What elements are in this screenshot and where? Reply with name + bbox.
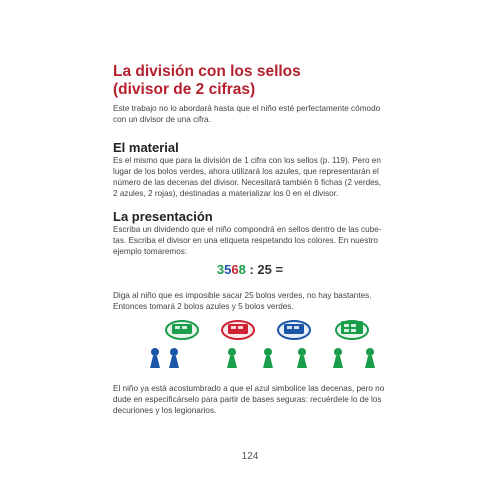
pawn-green — [227, 348, 237, 368]
presentation-line: ejemplo tomaremos: — [113, 247, 188, 256]
divisor-text: : 25 = — [245, 262, 284, 277]
cup-green — [336, 321, 368, 339]
presentation-heading: La presentación — [113, 209, 213, 224]
intro-line: Este trabajo no lo abordará hasta que el niño esté perfectamente cómodo — [113, 104, 381, 113]
cup-red — [222, 321, 254, 339]
material-line: lugar de los bolos verdes, ahora utilizará los azules, que representarán el — [113, 167, 379, 176]
material-paragraph — [113, 155, 403, 199]
page-title — [113, 63, 413, 99]
pawn-blue — [169, 348, 179, 368]
thousands-digit: 3 — [216, 262, 225, 277]
explanation-line: Entonces tomará 2 bolos azules y 5 bolos verdes. — [113, 302, 294, 311]
explanation-line: Diga al niño que es imposible sacar 25 bolos verdes, no hay bastantes. — [113, 291, 372, 300]
intro-line: con un divisor de una cifra. — [113, 115, 211, 124]
title-line-2: (divisor de 2 cifras) — [113, 81, 256, 98]
material-line: 2 azules, 2 rojas), destinadas a materializar los 0 en el divisor. — [113, 189, 339, 198]
page-number: 124 — [241, 451, 259, 462]
presentation-line: tas. Escriba el divisor en una etiqueta respetando los colores. En nuestro — [113, 236, 378, 245]
hundreds-digit: 5 — [224, 262, 232, 277]
title-line-1: La división con los sellos — [113, 63, 301, 80]
material-line: Es el mismo que para la división de 1 cifra con los sellos (p. 119). Pero en — [113, 156, 381, 165]
material-heading: El material — [113, 140, 179, 155]
closing-paragraph — [113, 383, 403, 416]
material-line: número de las decenas del divisor. Necesitará también 6 fichas (2 verdes, — [113, 178, 382, 187]
presentation-paragraph — [113, 224, 403, 257]
presentation-line: Escriba un dividendo que el niño compondrá en sellos dentro de las cube- — [113, 225, 382, 234]
units-digit: 8 — [238, 262, 246, 277]
closing-line: dude en especificárselo para partir de bases seguras: recuérdele lo de los — [113, 395, 382, 404]
pawn-green — [333, 348, 343, 368]
stamps-and-pawns-illustration — [150, 315, 390, 375]
tens-digit: 6 — [231, 262, 239, 277]
pawn-blue — [150, 348, 160, 368]
pawn-green — [365, 348, 375, 368]
pawn-green — [297, 348, 307, 368]
cup-blue — [278, 321, 310, 339]
division-equation — [0, 262, 500, 277]
closing-line: decuriones y los legionarios. — [113, 406, 217, 415]
closing-line: El niño ya está acostumbrado a que el azul simbolice las decenas, pero no — [113, 384, 385, 393]
explanation-paragraph — [113, 290, 403, 312]
intro-paragraph — [113, 103, 403, 125]
pawn-green — [263, 348, 273, 368]
cup-green — [166, 321, 198, 339]
